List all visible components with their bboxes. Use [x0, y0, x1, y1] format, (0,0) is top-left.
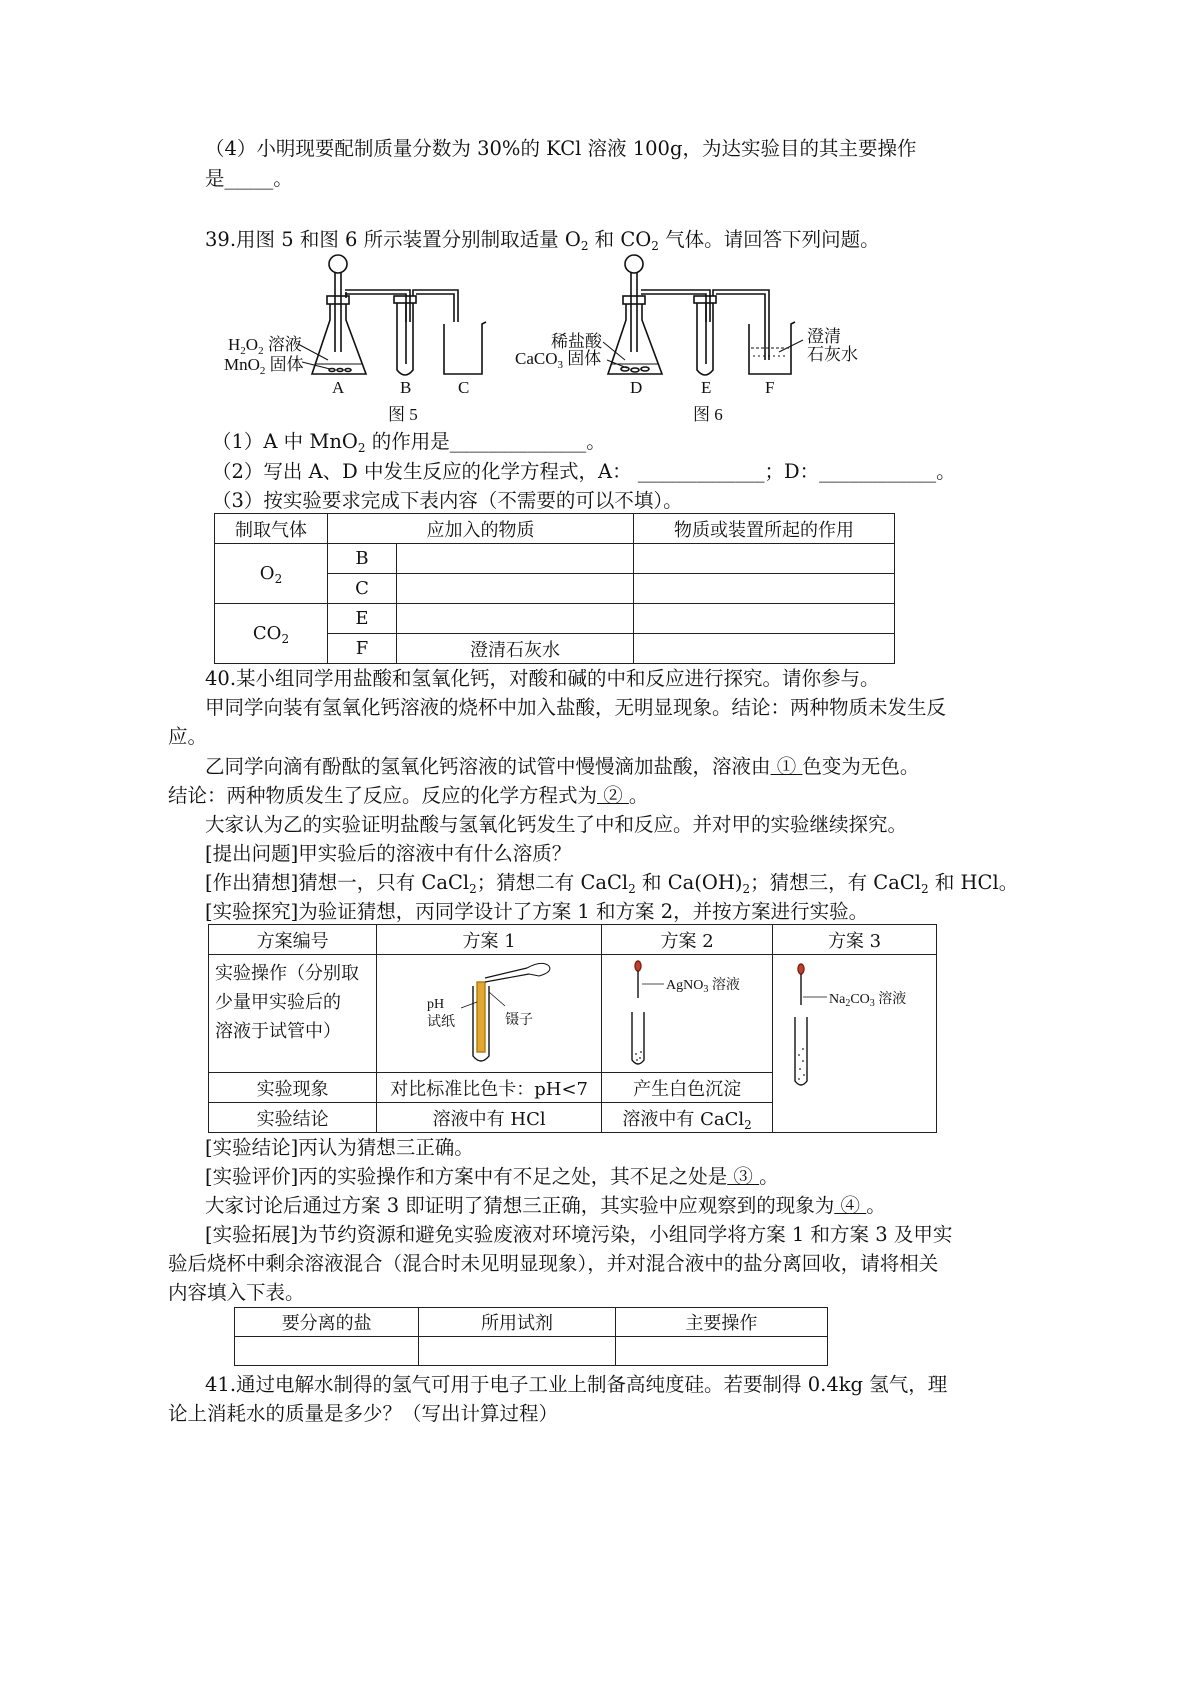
q40-p7: [实验结论]丙认为猜想三正确。 — [205, 1136, 474, 1159]
q38-4-line2: 是_____。 — [205, 167, 293, 190]
ph-test-figure — [377, 956, 599, 1072]
q41-line2: 论上消耗水的质量是多少？（写出计算过程） — [168, 1402, 559, 1425]
sep-cell-salt[interactable] — [235, 1337, 419, 1366]
fig6-label-f: F — [765, 378, 775, 397]
blank-1[interactable]: ① — [770, 755, 803, 778]
q40-p4: [提出问题]甲实验后的溶液中有什么溶质？ — [205, 842, 572, 865]
ph-label: pH — [427, 996, 445, 1012]
q40-p2b: 结论：两种物质发生了反应。反应的化学方程式为 ② 。 — [168, 784, 649, 807]
q41-line1: 41.通过电解水制得的氢气可用于电子工业上制备高纯度硅。若要制得 0.4kg 氢气，理 — [205, 1373, 948, 1396]
q40-th-conclusion: 实验结论 — [209, 1103, 377, 1133]
fig6-hcl-label: 稀盐酸 — [551, 332, 602, 351]
q39-cell-c-substance[interactable] — [397, 574, 634, 604]
q40-p3: 大家认为乙的实验证明盐酸与氢氧化钙发生了中和反应。并对甲的实验继续探究。 — [205, 813, 908, 836]
sep-cell-reagent[interactable] — [419, 1337, 615, 1366]
figure-6-apparatus — [515, 252, 885, 427]
fig6-caco3-label: CaCO$_3$ 固体 — [515, 349, 602, 371]
sep-cell-operation[interactable] — [615, 1337, 827, 1366]
q38-4-line1: （4）小明现要配制质量分数为 30%的 KCl 溶液 100g，为达实验目的其主要操作 — [205, 137, 917, 160]
agno3-label: AgNO$_3$ 溶液 — [666, 977, 740, 995]
q40-th-plan3: 方案 3 — [773, 925, 937, 955]
na2co3-label: $Na_2CO_3$ 溶液 — [829, 992, 907, 1009]
q39-sub3: （3）按实验要求完成下表内容（不需要的可以不填）。 — [212, 489, 683, 512]
q40-p10b: 验后烧杯中剩余溶液混合（混合时未见明显现象），并对混合液中的盐分离回收，请将相关 — [168, 1252, 939, 1275]
fig5-label-b: B — [400, 378, 412, 397]
q40-p5: [作出猜想]猜想一，只有 CaCl$_2$；猜想二有 CaCl$_2$ 和 $Ca(OH)_2$；猜想三，有 CaCl$_2$ 和 HCl。 — [205, 871, 1019, 896]
q40-p10c: 内容填入下表。 — [168, 1281, 305, 1304]
q39-cell-e-role[interactable] — [634, 604, 895, 634]
q40-p10a: [实验拓展]为节约资源和避免实验废液对环境污染，小组同学将方案 1 和方案 3 及甲实 — [205, 1223, 953, 1246]
sep-th-salt: 要分离的盐 — [235, 1308, 419, 1337]
q40-plan-table — [208, 924, 937, 1133]
fig5-h2o2-label: $H_2O_2$ 溶液 — [228, 335, 302, 357]
q39-sub2: （2）写出 A、D 中发生反应的化学方程式，A： _____________；D：____________。 — [212, 460, 956, 483]
q39-th-role: 物质或装置所起的作用 — [634, 514, 895, 544]
fig6-lime-label-1: 澄清 — [807, 327, 841, 346]
q40-separation-table — [234, 1307, 828, 1366]
fig6-label-e: E — [701, 378, 712, 397]
q40-p1b: 应。 — [168, 725, 208, 748]
na2co3-test-figure — [773, 955, 933, 1105]
q39-cell-c-role[interactable] — [634, 574, 895, 604]
q40-cell-conc1: 溶液中有 HCl — [377, 1103, 602, 1133]
q40-cell-plan3-figure — [773, 955, 937, 1133]
q39-sub1: （1）A 中 MnO$_2$ 的作用是______________。 — [212, 430, 606, 455]
q40-cell-operation: 实验操作（分别取 少量甲实验后的 溶液于试管中） — [209, 955, 377, 1073]
q39-th-substance: 应加入的物质 — [328, 514, 634, 544]
sep-th-operation: 主要操作 — [615, 1308, 827, 1337]
q39-cell-e-substance[interactable] — [397, 604, 634, 634]
q39-cell-o2: $O_2$ — [215, 544, 328, 604]
fig5-caption: 图 5 — [388, 405, 418, 424]
q39-cell-b: B — [328, 544, 397, 574]
q39-cell-f-substance: 澄清石灰水 — [397, 634, 634, 664]
q40-p6: [实验探究]为验证猜想，丙同学设计了方案 1 和方案 2，并按方案进行实验。 — [205, 900, 869, 923]
fig6-lime-label-2: 石灰水 — [807, 345, 858, 364]
agno3-test-figure — [602, 956, 770, 1072]
q39-cell-f-role[interactable] — [634, 634, 895, 664]
q39-gas-table — [214, 513, 895, 664]
q40-p1a: 甲同学向装有氢氧化钙溶液的烧杯中加入盐酸，无明显现象。结论：两种物质未发生反 — [205, 696, 947, 719]
q40-cell-phen1: 对比标准比色卡：pH<7 — [377, 1073, 602, 1103]
ph-paper-label: 试纸 — [427, 1014, 456, 1030]
fig5-label-a: A — [332, 378, 345, 397]
q40-th-plan: 方案编号 — [209, 925, 377, 955]
q40-cell-plan1-figure — [377, 955, 602, 1073]
q40-th-phenomenon: 实验现象 — [209, 1073, 377, 1103]
fig5-mno2-label: MnO$_2$ 固体 — [224, 355, 304, 377]
q40-p8: [实验评价]丙的实验操作和方案中有不足之处，其不足之处是 ③ 。 — [205, 1165, 779, 1188]
fig6-caption: 图 6 — [693, 405, 723, 424]
sep-th-reagent: 所用试剂 — [419, 1308, 615, 1337]
q40-p9: 大家讨论后通过方案 3 即证明了猜想三正确，其实验中应观察到的现象为 ④ 。 — [205, 1194, 886, 1217]
q40-th-plan2: 方案 2 — [602, 925, 773, 955]
q39-th-gas: 制取气体 — [215, 514, 328, 544]
fig6-label-d: D — [630, 378, 643, 397]
q40-th-plan1: 方案 1 — [377, 925, 602, 955]
q40-intro: 40.某小组同学用盐酸和氢氧化钙，对酸和碱的中和反应进行探究。请你参与。 — [205, 667, 880, 690]
q39-cell-co2: $CO_2$ — [215, 604, 328, 664]
q39-cell-b-role[interactable] — [634, 544, 895, 574]
q39-cell-c: C — [328, 574, 397, 604]
q39-cell-b-substance[interactable] — [397, 544, 634, 574]
blank-3[interactable]: ③ — [727, 1165, 760, 1188]
q40-cell-phen2: 产生白色沉淀 — [602, 1073, 773, 1103]
q39-intro: 39.用图 5 和图 6 所示装置分别制取适量 $O_2$ 和 $CO_2$ 气体。请回答下列问题。 — [205, 228, 880, 253]
q40-p2a: 乙同学向滴有酚酞的氢氧化钙溶液的试管中慢慢滴加盐酸，溶液由 ① 色变为无色。 — [205, 755, 920, 778]
tweezers-label: 镊子 — [505, 1012, 534, 1028]
figure-5-apparatus — [220, 252, 520, 427]
q39-cell-e: E — [328, 604, 397, 634]
q39-cell-f: F — [328, 634, 397, 664]
blank-4[interactable]: ④ — [834, 1194, 867, 1217]
blank-2[interactable]: ② — [597, 784, 629, 807]
q40-cell-conc2: 溶液中有 CaCl$_2$ — [602, 1103, 773, 1133]
fig5-label-c: C — [458, 378, 470, 397]
q40-cell-plan2-figure — [602, 955, 773, 1073]
